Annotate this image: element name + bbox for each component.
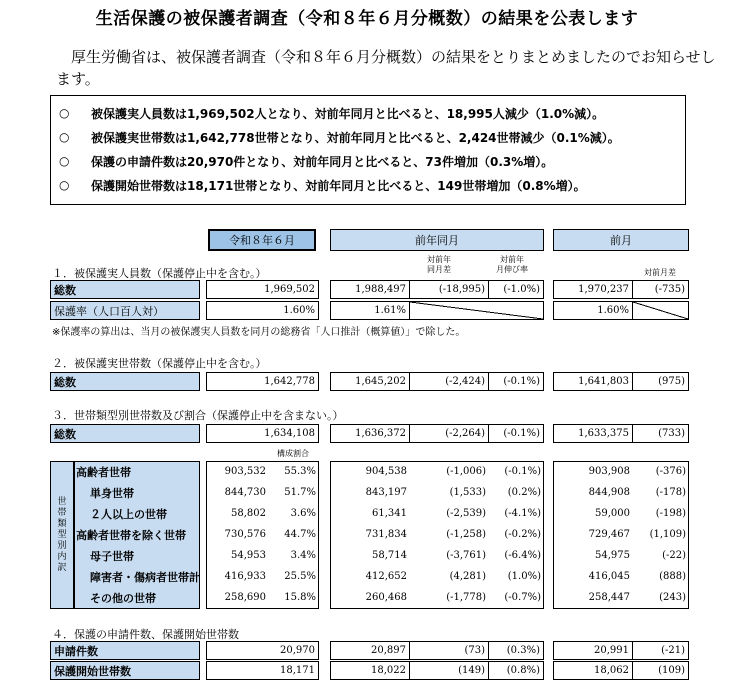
value-prev-month: 54,975 — [595, 550, 630, 561]
value-yoy-diff: (149) — [409, 661, 489, 680]
household-type-vertical-label: 世 帯 類 型 別 内 訳 — [50, 461, 74, 609]
value-prev-month: 258,447 — [588, 592, 630, 603]
value-composition: 15.8% — [284, 592, 316, 603]
value-yoy-rate: (-0.1%) — [504, 466, 541, 477]
value-mom-diff: (975) — [632, 372, 689, 391]
value-yoy-diff: (4,281) — [449, 571, 486, 582]
bullet-icon: ○ — [59, 154, 70, 168]
summary-item — [59, 149, 685, 173]
row-label: 申請件数 — [50, 641, 200, 660]
value-yoy-diff: (-1,006) — [446, 466, 486, 477]
value-composition: 51.7% — [284, 487, 316, 498]
header-yoy-diff: 対前年 同月差 — [427, 255, 451, 274]
row-label: 保護率（人口百人対） — [50, 301, 200, 320]
header-prev-year: 前年同月 — [330, 229, 544, 251]
value-prev-month: 729,467 — [588, 529, 630, 540]
row-label: 障害者・傷病者世帯計 — [90, 570, 200, 584]
summary-text: 保護の申請件数は20,970件となり、対前年同月と比べると、73件増加（0.3%増）。 — [91, 154, 554, 169]
value-current: 20,970 — [206, 641, 319, 660]
value-current: 903,532 — [224, 466, 266, 477]
header-prev-month: 前月 — [553, 229, 689, 251]
value-prev-year: 260,468 — [365, 592, 407, 603]
row-label: 高齢者世帯 — [76, 465, 131, 479]
value-mom-diff: (-21) — [632, 641, 689, 660]
value-yoy-diff: (-1,778) — [446, 592, 486, 603]
value-mom-diff: (1,109) — [649, 529, 686, 540]
summary-item — [59, 125, 685, 149]
value-prev-month: 1,641,803 — [553, 372, 633, 391]
value-prev-year: 20,897 — [330, 641, 410, 660]
value-prev-year: 1,636,372 — [330, 424, 410, 443]
header-mom-diff: 対前月差 — [644, 268, 676, 277]
value-prev-year: 843,197 — [365, 487, 407, 498]
value-prev-year: 58,714 — [372, 550, 407, 561]
value-prev-year: 18,022 — [330, 661, 410, 680]
summary-item — [59, 101, 685, 125]
value-yoy-diff: (1,533) — [449, 487, 486, 498]
value-composition: 44.7% — [284, 529, 316, 540]
value-mom-diff: (733) — [632, 424, 689, 443]
value-yoy-rate: (-6.4%) — [504, 550, 541, 561]
page-title: 生活保護の被保護者調査（令和８年６月分概数）の結果を公表します — [95, 9, 639, 29]
value-current: 258,690 — [224, 592, 266, 603]
value-yoy-diff: (-3,761) — [446, 550, 486, 561]
value-prev-month: 1,970,237 — [553, 280, 633, 299]
summary-box — [50, 95, 686, 205]
value-current: 18,171 — [206, 661, 319, 680]
value-mom-diff: (-22) — [662, 550, 686, 561]
row-label: ２人以上の世帯 — [90, 507, 167, 521]
value-prev-year: 731,834 — [365, 529, 407, 540]
value-current: 844,730 — [224, 487, 266, 498]
value-yoy-diff: (-1,258) — [446, 529, 486, 540]
value-prev-month: 18,062 — [553, 661, 633, 680]
value-prev-month: 1,633,375 — [553, 424, 633, 443]
row-label: 高齢者世帯を除く世帯 — [76, 528, 186, 542]
row-label: その他の世帯 — [90, 591, 156, 605]
value-mom-diff: (-198) — [655, 508, 686, 519]
value-current: 1.60% — [206, 301, 319, 320]
section-1-heading: １．被保護実人員数（保護停止中を含む。） — [52, 267, 267, 280]
section-2-heading: ２．被保護実世帯数（保護停止中を含む。） — [52, 357, 267, 370]
value-yoy-diff: (73) — [409, 641, 489, 660]
value-current: 1,642,778 — [206, 372, 319, 391]
row-label: 単身世帯 — [90, 486, 134, 500]
row-label: 母子世帯 — [90, 549, 134, 563]
value-current: 730,576 — [224, 529, 266, 540]
value-composition: 55.3% — [284, 466, 316, 477]
value-composition: 3.6% — [290, 508, 316, 519]
value-yoy-rate: (-0.7%) — [504, 592, 541, 603]
value-prev-year: 1,645,202 — [330, 372, 410, 391]
summary-text: 被保護実世帯数は1,642,778世帯となり、対前年同月と比べると、2,424世帯減少（0.1%減）。 — [91, 130, 620, 145]
value-current: 54,953 — [231, 550, 266, 561]
row-label: 保護開始世帯数 — [50, 661, 200, 680]
row-label: 総数 — [50, 372, 200, 391]
value-yoy-rate: (0.3%) — [488, 641, 544, 660]
value-prev-year: 1.61% — [330, 301, 410, 320]
value-prev-month: 844,908 — [588, 487, 630, 498]
value-current: 1,969,502 — [206, 280, 319, 299]
summary-text: 保護開始世帯数は18,171世帯となり、対前年同月と比べると、149世帯増加（0.8%増）。 — [91, 178, 586, 193]
value-yoy-rate: (-1.0%) — [488, 280, 544, 299]
value-composition: 25.5% — [284, 571, 316, 582]
section-3-heading: ３．世帯類型別世帯数及び割合（保護停止中を含まない。） — [52, 409, 344, 422]
value-prev-year: 904,538 — [365, 466, 407, 477]
value-prev-month: 1.60% — [553, 301, 633, 320]
value-yoy-rate: (-0.2%) — [504, 529, 541, 540]
value-yoy-rate: (-0.1%) — [488, 372, 544, 391]
summary-text: 被保護実人員数は1,969,502人となり、対前年同月と比べると、18,995人減少（1.0%減）。 — [91, 106, 605, 121]
row-label: 総数 — [50, 280, 200, 299]
value-yoy-diff: (-18,995) — [409, 280, 489, 299]
row-label: 総数 — [50, 424, 200, 443]
value-mom-diff: (243) — [659, 592, 686, 603]
value-mom-diff: (-376) — [655, 466, 686, 477]
value-current: 416,933 — [224, 571, 266, 582]
value-mom-diff: (888) — [659, 571, 686, 582]
value-prev-year: 1,988,497 — [330, 280, 410, 299]
value-prev-year: 412,652 — [365, 571, 407, 582]
value-prev-month: 903,908 — [588, 466, 630, 477]
lead-paragraph: 厚生労働省は、被保護者調査（令和８年６月分概数）の結果をとりまとめましたのでお知らせします。 — [56, 48, 716, 88]
value-yoy-diff: (-2,424) — [409, 372, 489, 391]
value-current: 1,634,108 — [206, 424, 319, 443]
value-prev-year: 61,341 — [372, 508, 407, 519]
value-prev-month: 416,045 — [588, 571, 630, 582]
value-current: 58,802 — [231, 508, 266, 519]
value-yoy-diff: (-2,264) — [409, 424, 489, 443]
value-yoy-rate: (-0.1%) — [488, 424, 544, 443]
header-yoy-rate: 対前年 月伸び率 — [496, 255, 528, 274]
bullet-icon: ○ — [59, 106, 70, 120]
empty-cell — [632, 301, 689, 320]
footnote: ※保護率の算出は、当月の被保護実人員数を同月の総務省「人口推計（概算値）」で除した。 — [52, 327, 466, 338]
value-prev-month: 59,000 — [595, 508, 630, 519]
empty-cell — [409, 301, 544, 320]
value-yoy-rate: (1.0%) — [507, 571, 541, 582]
header-current-month: 令和８年６月 — [208, 229, 316, 251]
value-composition: 3.4% — [290, 550, 316, 561]
value-mom-diff: (109) — [632, 661, 689, 680]
value-yoy-rate: (0.2%) — [507, 487, 541, 498]
bullet-icon: ○ — [59, 130, 70, 144]
header-composition: 構成割合 — [277, 449, 309, 458]
value-yoy-diff: (-2,539) — [446, 508, 486, 519]
summary-item — [59, 173, 685, 197]
value-yoy-rate: (0.8%) — [488, 661, 544, 680]
section-4-heading: ４．保護の申請件数、保護開始世帯数 — [52, 628, 239, 641]
bullet-icon: ○ — [59, 178, 70, 192]
value-prev-month: 20,991 — [553, 641, 633, 660]
value-yoy-rate: (-4.1%) — [504, 508, 541, 519]
value-mom-diff: (-735) — [632, 280, 689, 299]
value-mom-diff: (-178) — [655, 487, 686, 498]
